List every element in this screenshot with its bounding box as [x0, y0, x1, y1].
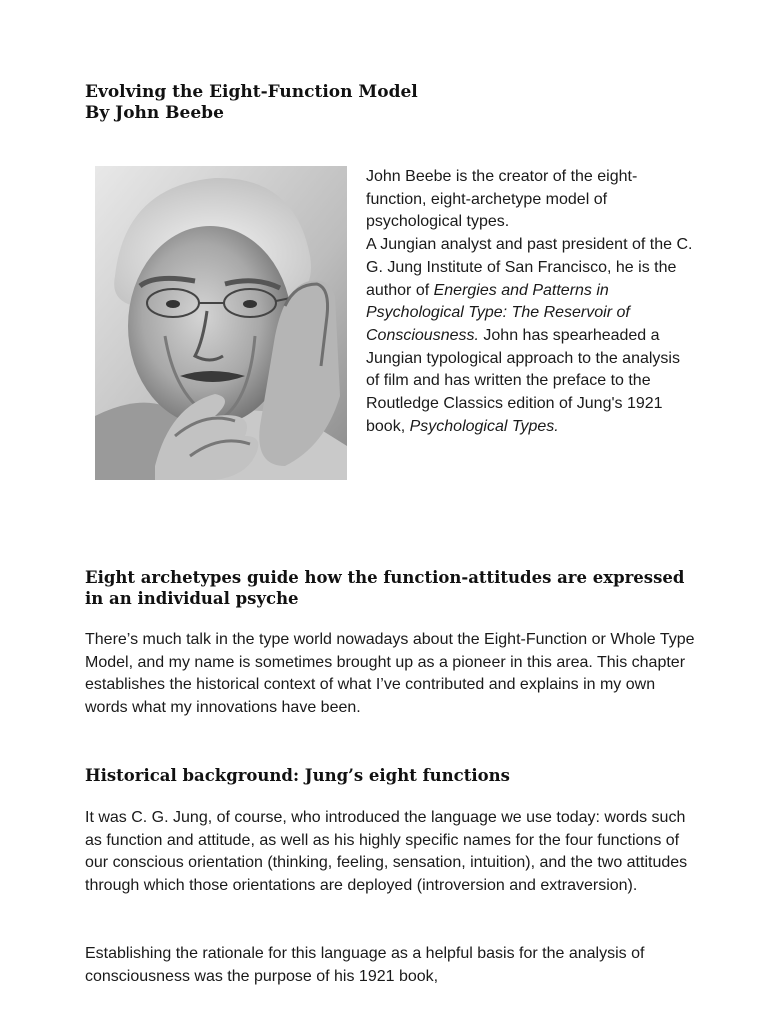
bio-text-2: A Jungian analyst and past president of the C. G. Jung Institute of San Francisco, he is the author of: [366, 236, 693, 299]
bio-text-3: John has spearheaded a Jungian typological approach to the analysis of film and has written the preface to the Routledge Classics edition of Jung's 1921 book,: [366, 326, 680, 435]
article-byline: By John Beebe: [85, 103, 224, 123]
author-portrait-image: [95, 166, 347, 480]
bio-book-title-2: Psychological Types.: [409, 417, 559, 435]
author-bio: [366, 166, 696, 438]
article-title: Evolving the Eight-Function Model: [85, 82, 418, 102]
section-heading-archetypes: Eight archetypes guide how the function-attitudes are expressed in an individual psyche: [85, 568, 685, 608]
section-heading-historical-background: Historical background: Jung’s eight functions: [85, 766, 510, 785]
bio-book-title-1: Energies and Patterns in Psychological Type: The Reservoir of Consciousness.: [366, 281, 630, 344]
article-title-block: [85, 82, 418, 124]
bio-text-1: John Beebe is the creator of the eight-function, eight-archetype model of psychological types.: [366, 168, 638, 231]
author-portrait: [95, 166, 347, 480]
paragraph-intro: There’s much talk in the type world nowadays about the Eight-Function or Whole Type Model, and my name is sometimes brought up as a pioneer in this area. This chapter establishes the historical context of what I’ve contributed and explains in my own words what my innovations have been.: [85, 631, 695, 717]
paragraph-jung-language: It was C. G. Jung, of course, who introduced the language we use today: words such as function and attitude, as well as his highly specific names for the four functions of our conscious orientation (thinking, feeling, sensation, intuition), and the two attitudes through which those orientations are deployed (introversion and extraversion).: [85, 809, 688, 895]
paragraph-rationale: Establishing the rationale for this language as a helpful basis for the analysis of consciousness was the purpose of his 1921 book,: [85, 945, 645, 985]
